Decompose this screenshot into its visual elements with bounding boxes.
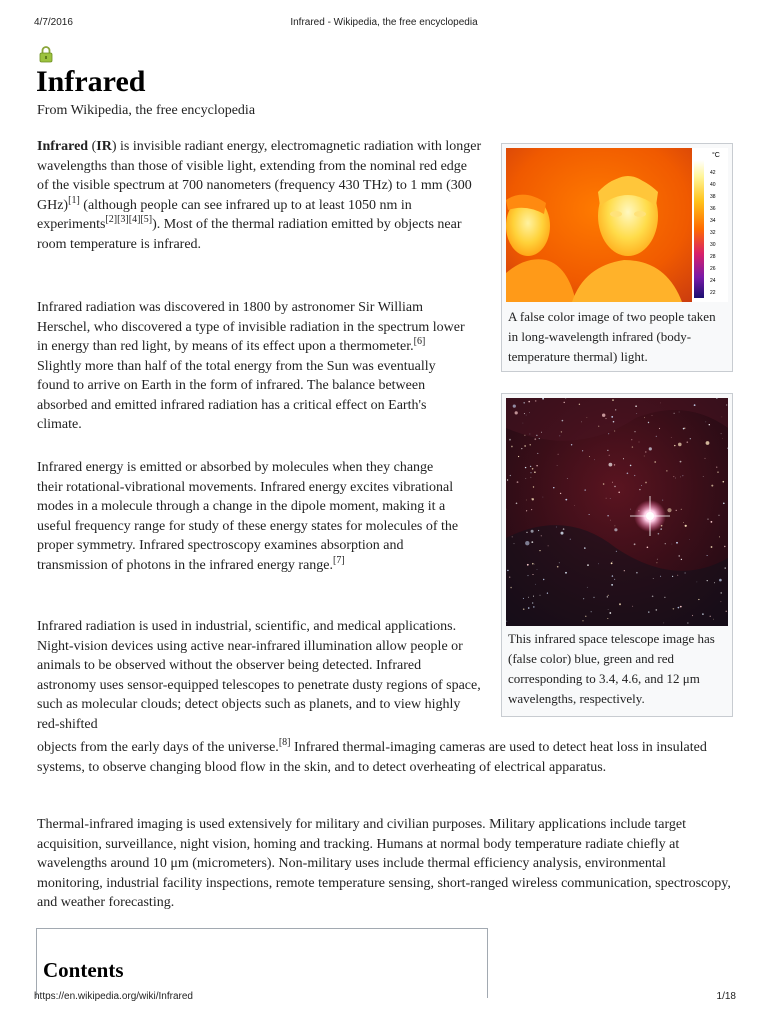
toc-title: Contents [43,958,124,982]
thermal-image-caption: A false color image of two people taken in long-wavelength infrared (body-temperature thermal) light. [508,309,716,364]
print-date: 4/7/2016 [34,17,73,28]
scale-tick: 28 [710,254,716,260]
print-page-title: Infrared - Wikipedia, the free encyclopedia [290,17,478,28]
p3-text-1: Infrared energy is emitted or absorbed by molecules when they change their rotational-vibrational movements. Infrared energy excites vibrational modes in a molecule through a change in the dipole moment, making it a useful frequency range for study of these energy states for molecules of the proper symmetry. Infrared spectroscopy examines absorption and transmission of photons in the infrared energy range. [37,460,459,573]
site-tagline: From Wikipedia, the free encyclopedia [37,103,256,118]
scale-tick: 22 [710,290,716,296]
space-telescope-figure [501,393,733,717]
scale-tick: 26 [710,266,716,272]
intro-paragraph-4-continued [37,738,737,777]
intro-paragraph-3 [37,458,462,575]
p4-text-2: objects from the early days of the universe. [37,740,279,755]
print-header [0,17,768,31]
p1-text-1: is invisible radiant energy, electromagnetic radiation with longer wavelengths than those of visible light, extending from the nominal red edge of the visible spectrum at 700 nanometers (frequency 430 THz) to 1 mm (300 GHz) [37,139,482,213]
p2-text-1: Infrared radiation was discovered in 1800 by astronomer Sir William Herschel, who discovered a type of invisible radiation in the spectrum lower in energy than red light, by means of its effect upon a thermometer. [37,300,465,354]
intro-paragraph-2 [37,298,469,435]
scale-tick: 32 [710,230,716,236]
space-telescope-image[interactable] [506,398,728,626]
table-of-contents [36,928,488,998]
p1-text-2: (although people can see infrared up to at least 1050 nm in experiments [37,197,412,232]
p5-text-1: Thermal-infrared imaging is used extensively for military and civilian purposes. Military applications include target acquisition, surveillance, night vision, homing and tracking. Humans at normal body temperature radiate chiefly at wavelengths around 10 μm (micrometers). Non-military uses include thermal efficiency analysis, environmental monitoring, industrial facility inspections, remote temperature sensing, short-ranged wireless communication, spectroscopy, and weather forecasting. [37,817,731,910]
citation-ref[interactable]: [1] [68,194,80,206]
intro-paragraph-4 [37,617,482,734]
citation-ref[interactable]: [2][3][4][5] [105,214,153,225]
scale-tick: 40 [710,182,716,188]
scale-tick: 38 [710,194,716,200]
scale-tick: 30 [710,242,716,248]
lock-icon [39,45,53,63]
print-url: https://en.wikipedia.org/wiki/Infrared [34,991,193,1002]
scale-tick: 24 [710,278,716,284]
intro-paragraph-5 [37,815,735,913]
p1-text-3: ). Most of the thermal radiation emitted by objects near room temperature is infrared. [37,217,462,252]
scale-tick: 42 [710,170,716,176]
scale-tick: 34 [710,218,716,224]
p2-text-2: Slightly more than half of the total energy from the Sun was eventually found to arrive on Earth in the form of infrared. The balance between absorbed and emitted infrared radiation has a critical effect on Earth's climate. [37,358,436,432]
intro-paragraph-1: Infrared (IR) is invisible radiant energy, electromagnetic radiation with longer wavelengths than those of visible light, extending from the nominal red edge of the visible spectrum at 700 nanometers (frequency 430 THz) to 1 mm (300 GHz)[1] (although people can see infrared up to at least 1050 nm in experiments[2][3][4][5]). Most of the thermal radiation emitted by objects near room temperature is infrared. [37,139,482,252]
thermal-image-figure [501,143,733,372]
print-footer [0,991,768,1005]
scale-tick: 36 [710,206,716,212]
page-title: Infrared [36,65,146,98]
citation-ref[interactable]: [7] [333,554,345,566]
p4-text-3: Infrared thermal-imaging cameras are used to detect heat loss in insulated systems, to observe changing blood flow in the skin, and to detect overheating of electrical apparatus. [37,740,707,775]
thermal-image[interactable] [506,148,728,302]
citation-ref[interactable]: [6] [413,336,426,347]
print-page-number: 1/18 [716,991,736,1002]
p4-text-1: Infrared radiation is used in industrial, scientific, and medical applications. Night-vision devices using active near-infrared illumination allow people or animals to be observed without the observer being detected. Infrared astronomy uses sensor-equipped telescopes to penetrate dusty regions of space, such as molecular clouds; detect objects such as planets, and to view highly red-shifted [37,619,481,732]
abbr-bold: IR [96,139,112,154]
citation-ref[interactable]: [8] [278,737,291,748]
scale-unit-label: °C [712,152,720,159]
space-telescope-caption: This infrared space telescope image has (false color) blue, green and red corresponding to 3.4, 4.6, and 12 μm wavelengths, respectively. [508,631,715,706]
term-bold: Infrared [37,139,89,154]
